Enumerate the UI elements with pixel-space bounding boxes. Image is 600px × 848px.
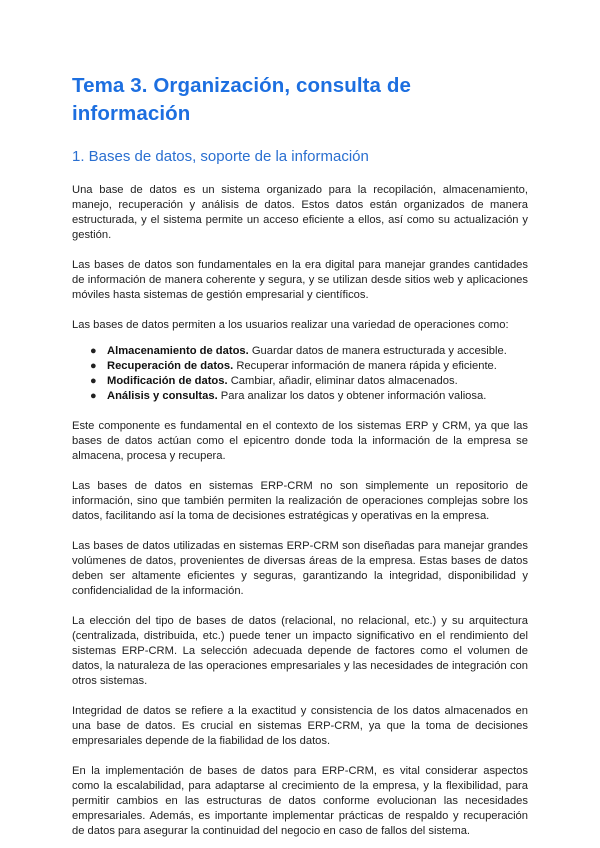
paragraph-architecture: La elección del tipo de bases de datos (relacional, no relacional, etc.) y su arquitectura (centralizada, distribuida, etc.) puede tener un impacto significativo en el rendimiento del sistemas ERP-CRM. La selección adecuada depende de factores como el volumen de datos, la naturaleza de las operaciones empresariales y las necesidades de integración con otros sistemas. — [72, 615, 528, 687]
list-item — [90, 374, 528, 389]
bullet-icon: ● — [90, 360, 97, 372]
list-item-term: Modificación de datos. — [107, 375, 228, 387]
paragraph-repository: Las bases de datos en sistemas ERP-CRM no son simplemente un repositorio de información, sino que también permiten la realización de operaciones complejas sobre los datos, facilitando así la toma de decisiones estratégicas y operativas en la empresa. — [72, 480, 528, 522]
list-item-desc: Guardar datos de manera estructurada y accesible. — [248, 345, 507, 357]
paragraph-erp-crm-context: Este componente es fundamental en el contexto de los sistemas ERP y CRM, ya que las bases de datos actúan como el epicentro donde toda la información de la empresa se almacena, procesa y recupera. — [72, 420, 528, 462]
paragraph-importance: Las bases de datos son fundamentales en la era digital para manejar grandes cantidades de información de manera coherente y segura, y se utilizan desde sitios web y aplicaciones móviles hasta sistemas de gestión empresarial y científicos. — [72, 259, 528, 301]
paragraph-integrity: Integridad de datos se refiere a la exactitud y consistencia de los datos almacenados en una base de datos. Es crucial en sistemas ERP-CRM, ya que la toma de decisiones empresariales depende de la fiabilidad de los datos. — [72, 705, 528, 747]
paragraph-implementation: En la implementación de bases de datos para ERP-CRM, es vital considerar aspectos como la escalabilidad, para adaptarse al crecimiento de la empresa, y la flexibilidad, para permitir cambios en las estructuras de datos conforme evolucionan las necesidades empresariales. Además, es importante implementar prácticas de respaldo y recuperación de datos para asegurar la continuidad del negocio en caso de fallos del sistema. — [72, 765, 528, 837]
bullet-icon: ● — [90, 375, 97, 387]
list-item — [90, 359, 528, 374]
list-item-term: Análisis y consultas. — [107, 390, 218, 402]
paragraph-operations-intro: Las bases de datos permiten a los usuarios realizar una variedad de operaciones como: — [72, 319, 509, 331]
list-item-desc: Para analizar los datos y obtener información valiosa. — [217, 390, 487, 402]
list-item — [90, 389, 528, 404]
operations-list — [72, 344, 528, 404]
section-heading: 1. Bases de datos, soporte de la información — [72, 148, 369, 165]
bullet-icon: ● — [90, 390, 97, 402]
list-item-desc: Recuperar información de manera rápida y eficiente. — [233, 360, 497, 372]
page-title: Tema 3. Organización, consulta de información — [72, 74, 411, 125]
list-item-desc: Cambiar, añadir, eliminar datos almacenados. — [227, 375, 458, 387]
paragraph-definition: Una base de datos es un sistema organizado para la recopilación, almacenamiento, manejo, recuperación y análisis de datos. Estos datos están organizados de manera estructurada, y el sistema permite un acceso eficiente a ellos, así como su actualización y gestión. — [72, 184, 528, 241]
list-item — [90, 344, 528, 359]
list-item-term: Almacenamiento de datos. — [107, 345, 249, 357]
paragraph-volume: Las bases de datos utilizadas en sistemas ERP-CRM son diseñadas para manejar grandes volúmenes de datos, provenientes de diversas áreas de la empresa. Estas bases de datos deben ser altamente eficientes y seguras, garantizando la integridad, disponibilidad y confidencialidad de la información. — [72, 540, 528, 597]
list-item-term: Recuperación de datos. — [107, 360, 234, 372]
bullet-icon: ● — [90, 345, 97, 357]
